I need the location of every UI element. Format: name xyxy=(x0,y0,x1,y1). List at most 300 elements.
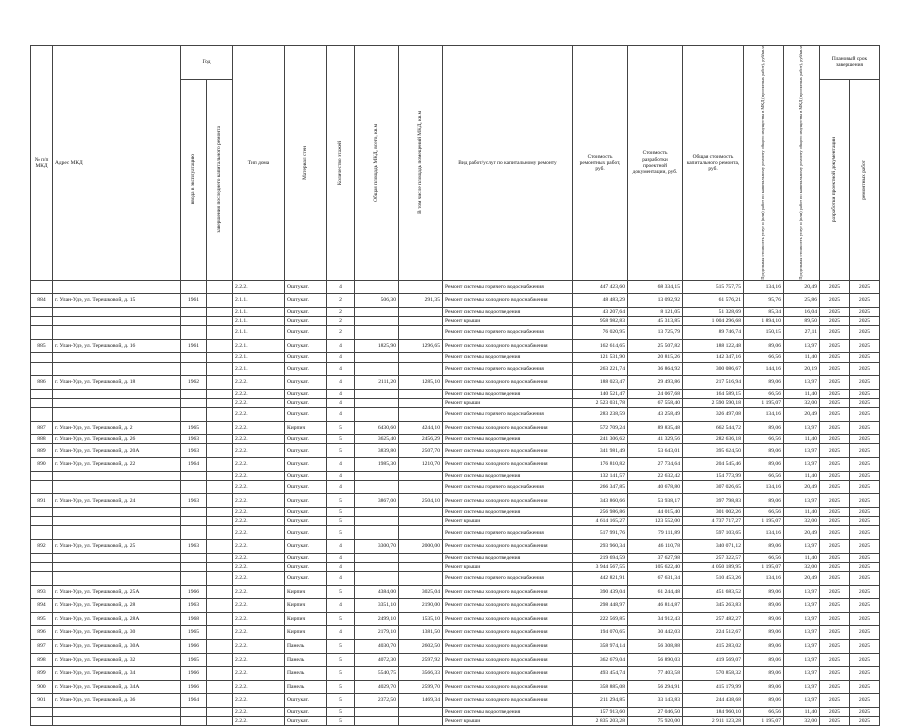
row-year-reconstruction xyxy=(207,398,233,407)
row-year-commission: 1961 xyxy=(181,294,207,308)
row-residential-area: 2602,50 xyxy=(399,639,443,653)
row-cost-design: 37 627,98 xyxy=(628,553,683,562)
row-cost-total: 4 737 717,27 xyxy=(683,517,744,526)
row-work-type: Ремонт системы водоотведения xyxy=(443,508,573,517)
row-year-reconstruction xyxy=(207,680,233,694)
row-number xyxy=(31,316,53,325)
row-house-type: 2.2.2. xyxy=(233,717,285,726)
row-year-reconstruction xyxy=(207,667,233,681)
row-cost-repair: 447 423,60 xyxy=(573,280,628,294)
row-number xyxy=(31,280,53,294)
row-number: 884 xyxy=(31,294,53,308)
row-cost-design: 56 890,03 xyxy=(628,653,683,667)
row-total-area xyxy=(355,707,399,716)
row-unit-cost-max: 85,34 xyxy=(744,307,784,316)
row-wall-material: Оштукат. xyxy=(285,707,327,716)
row-house-type: 2.1.1. xyxy=(233,294,285,308)
row-year-reconstruction xyxy=(207,280,233,294)
row-cost-design: 13 092,92 xyxy=(628,294,683,308)
row-total-area: 5540,75 xyxy=(355,667,399,681)
row-number xyxy=(31,571,53,585)
row-cost-design: 34 912,43 xyxy=(628,612,683,626)
row-unit-cost-max: 1 195,07 xyxy=(744,398,784,407)
row-wall-material: Оштукат. xyxy=(285,280,327,294)
row-unit-cost-max: 1 195,07 xyxy=(744,517,784,526)
row-year-reconstruction xyxy=(207,599,233,613)
row-unit-cost-max: 66,56 xyxy=(744,553,784,562)
row-cost-design: 45 313,85 xyxy=(628,316,683,325)
row-deadline-design: 2025 xyxy=(820,353,850,362)
row-work-type: Ремонт системы горячего водоснабжения xyxy=(443,571,573,585)
table-row xyxy=(31,444,880,458)
row-wall-material: Кирпич xyxy=(285,599,327,613)
row-wall-material: Оштукат. xyxy=(285,353,327,362)
row-cost-design: 44 015,40 xyxy=(628,508,683,517)
row-deadline-design: 2025 xyxy=(820,389,850,398)
table-row xyxy=(31,398,880,407)
row-residential-area xyxy=(399,326,443,340)
row-work-type: Ремонт системы холодного водоснабжения xyxy=(443,639,573,653)
row-number: 901 xyxy=(31,694,53,708)
row-unit-cost-limit: 13,97 xyxy=(784,639,820,653)
row-year-commission xyxy=(181,408,207,422)
row-number: 888 xyxy=(31,435,53,444)
table-row xyxy=(31,362,880,376)
row-residential-area xyxy=(399,562,443,571)
row-house-type: 2.2.2. xyxy=(233,280,285,294)
table-row xyxy=(31,435,880,444)
row-total-area xyxy=(355,307,399,316)
row-house-type: 2.2.2. xyxy=(233,612,285,626)
row-number xyxy=(31,707,53,716)
table-row xyxy=(31,471,880,480)
row-cost-design: 43 258,49 xyxy=(628,408,683,422)
row-floors: 5 xyxy=(327,680,355,694)
row-work-type: Ремонт системы водоотведения xyxy=(443,353,573,362)
row-work-type: Ремонт системы холодного водоснабжения xyxy=(443,694,573,708)
row-year-reconstruction xyxy=(207,471,233,480)
row-floors: 2 xyxy=(327,307,355,316)
row-residential-area: 1285,10 xyxy=(399,376,443,390)
row-cost-repair: 219 694,59 xyxy=(573,553,628,562)
row-deadline-works: 2025 xyxy=(850,585,880,599)
row-deadline-works: 2025 xyxy=(850,362,880,376)
row-year-reconstruction xyxy=(207,526,233,540)
row-work-type: Ремонт крыши xyxy=(443,316,573,325)
row-residential-area xyxy=(399,717,443,726)
header-num: № п/п МКД xyxy=(31,46,53,281)
row-floors: 5 xyxy=(327,653,355,667)
row-deadline-design: 2025 xyxy=(820,553,850,562)
row-floors: 4 xyxy=(327,353,355,362)
row-work-type: Ремонт системы водоотведения xyxy=(443,307,573,316)
row-cost-design: 22 632,42 xyxy=(628,471,683,480)
row-residential-area xyxy=(399,353,443,362)
row-floors: 5 xyxy=(327,612,355,626)
row-wall-material: Оштукат. xyxy=(285,526,327,540)
row-year-commission: 1965 xyxy=(181,421,207,435)
row-address xyxy=(53,353,181,362)
row-house-type: 2.2.2. xyxy=(233,480,285,494)
row-floors: 4 xyxy=(327,280,355,294)
header-year-commission xyxy=(181,79,207,280)
header-deadline-group: Плановый срок завершения xyxy=(820,46,880,80)
row-year-reconstruction xyxy=(207,444,233,458)
row-residential-area xyxy=(399,398,443,407)
row-cost-design: 46 814,87 xyxy=(628,599,683,613)
row-address xyxy=(53,526,181,540)
row-work-type: Ремонт системы холодного водоснабжения xyxy=(443,294,573,308)
row-unit-cost-max: 66,56 xyxy=(744,389,784,398)
row-unit-cost-max: 66,56 xyxy=(744,508,784,517)
table-row xyxy=(31,339,880,353)
row-address xyxy=(53,553,181,562)
row-deadline-design: 2025 xyxy=(820,421,850,435)
row-work-type: Ремонт системы водоотведения xyxy=(443,707,573,716)
row-work-type: Ремонт системы холодного водоснабжения xyxy=(443,376,573,390)
row-cost-repair: 293 960,34 xyxy=(573,540,628,554)
row-unit-cost-max: 89,06 xyxy=(744,494,784,508)
row-year-commission: 1963 xyxy=(181,540,207,554)
row-deadline-works: 2025 xyxy=(850,517,880,526)
row-number xyxy=(31,389,53,398)
row-cost-total: 397 798,83 xyxy=(683,494,744,508)
header-year-reconstruction-label: завершения последнего капитального ремонта xyxy=(215,126,222,233)
row-deadline-design: 2025 xyxy=(820,680,850,694)
row-work-type: Ремонт системы холодного водоснабжения xyxy=(443,599,573,613)
row-unit-cost-limit: 11,40 xyxy=(784,353,820,362)
row-deadline-works: 2025 xyxy=(850,435,880,444)
row-total-area: 1985,30 xyxy=(355,458,399,472)
row-cost-total: 570 858,32 xyxy=(683,667,744,681)
row-address xyxy=(53,326,181,340)
row-residential-area: 1210,70 xyxy=(399,458,443,472)
row-deadline-design: 2025 xyxy=(820,562,850,571)
row-cost-design: 40 678,80 xyxy=(628,480,683,494)
row-wall-material: Оштукат. xyxy=(285,326,327,340)
row-cost-design: 75 920,00 xyxy=(628,717,683,726)
row-work-type: Ремонт системы холодного водоснабжения xyxy=(443,653,573,667)
row-house-type: 2.2.2. xyxy=(233,526,285,540)
table-row xyxy=(31,517,880,526)
row-address xyxy=(53,707,181,716)
row-floors: 5 xyxy=(327,421,355,435)
row-cost-repair: 572 709,24 xyxy=(573,421,628,435)
row-unit-cost-max: 150,15 xyxy=(744,326,784,340)
row-number: 887 xyxy=(31,421,53,435)
row-address xyxy=(53,717,181,726)
row-total-area xyxy=(355,471,399,480)
row-deadline-works: 2025 xyxy=(850,480,880,494)
row-number xyxy=(31,408,53,422)
row-residential-area xyxy=(399,280,443,294)
row-wall-material: Кирпич xyxy=(285,626,327,640)
row-floors: 5 xyxy=(327,508,355,517)
row-address xyxy=(53,389,181,398)
row-cost-repair: 362 679,04 xyxy=(573,653,628,667)
row-residential-area: 2190,00 xyxy=(399,599,443,613)
row-address: г. Улан-Удэ, ул. Терешковой, д. 28А xyxy=(53,612,181,626)
row-deadline-works: 2025 xyxy=(850,408,880,422)
row-house-type: 2.2.2. xyxy=(233,471,285,480)
row-residential-area: 1469,34 xyxy=(399,694,443,708)
row-deadline-works: 2025 xyxy=(850,612,880,626)
row-deadline-design: 2025 xyxy=(820,398,850,407)
row-unit-cost-max: 89,06 xyxy=(744,421,784,435)
row-address: г. Улан-Удэ, ул. Терешковой, д. 26 xyxy=(53,435,181,444)
table-row xyxy=(31,653,880,667)
header-wall-material xyxy=(285,46,327,281)
row-cost-repair: 958 982,83 xyxy=(573,316,628,325)
row-number xyxy=(31,353,53,362)
row-unit-cost-limit: 89,50 xyxy=(784,316,820,325)
row-unit-cost-max: 89,06 xyxy=(744,444,784,458)
row-work-type: Ремонт системы холодного водоснабжения xyxy=(443,540,573,554)
row-cost-design: 36 864,92 xyxy=(628,362,683,376)
row-number xyxy=(31,562,53,571)
row-floors: 2 xyxy=(327,316,355,325)
header-unit-cost-limit xyxy=(784,46,820,281)
row-address xyxy=(53,571,181,585)
row-deadline-design: 2025 xyxy=(820,326,850,340)
row-cost-total: 282 636,18 xyxy=(683,435,744,444)
header-deadline-works xyxy=(850,79,880,280)
row-unit-cost-max: 89,06 xyxy=(744,339,784,353)
row-year-commission: 1965 xyxy=(181,653,207,667)
row-unit-cost-limit: 13,97 xyxy=(784,458,820,472)
row-wall-material: Оштукат. xyxy=(285,471,327,480)
table-row xyxy=(31,294,880,308)
row-floors: 4 xyxy=(327,458,355,472)
row-work-type: Ремонт системы горячего водоснабжения xyxy=(443,280,573,294)
row-unit-cost-limit: 11,40 xyxy=(784,553,820,562)
row-cost-total: 257 482,27 xyxy=(683,612,744,626)
row-wall-material: Оштукат. xyxy=(285,389,327,398)
row-floors: 4 xyxy=(327,362,355,376)
row-cost-repair: 283 238,59 xyxy=(573,408,628,422)
row-year-commission xyxy=(181,353,207,362)
row-work-type: Ремонт системы водоотведения xyxy=(443,389,573,398)
row-number: 899 xyxy=(31,667,53,681)
row-deadline-works: 2025 xyxy=(850,707,880,716)
row-cost-repair: 2 523 031,78 xyxy=(573,398,628,407)
row-deadline-design: 2025 xyxy=(820,639,850,653)
row-year-commission xyxy=(181,398,207,407)
row-cost-repair: 194 070,65 xyxy=(573,626,628,640)
row-deadline-works: 2025 xyxy=(850,280,880,294)
row-year-commission xyxy=(181,362,207,376)
row-cost-total: 188 122,48 xyxy=(683,339,744,353)
row-deadline-works: 2025 xyxy=(850,626,880,640)
row-cost-total: 662 544,72 xyxy=(683,421,744,435)
row-floors: 4 xyxy=(327,480,355,494)
row-house-type: 2.2.2. xyxy=(233,494,285,508)
row-deadline-design: 2025 xyxy=(820,571,850,585)
row-year-commission xyxy=(181,389,207,398)
row-total-area xyxy=(355,316,399,325)
row-address: г. Улан-Удэ, ул. Терешковой, д. 20А xyxy=(53,444,181,458)
row-cost-repair: 4 614 165,27 xyxy=(573,517,628,526)
row-year-reconstruction xyxy=(207,585,233,599)
row-total-area xyxy=(355,517,399,526)
row-address xyxy=(53,480,181,494)
table-header xyxy=(31,46,880,281)
row-deadline-design: 2025 xyxy=(820,694,850,708)
header-year-commission-label: ввода в эксплуатацию xyxy=(189,154,196,205)
table-row xyxy=(31,680,880,694)
row-total-area xyxy=(355,717,399,726)
row-house-type: 2.2.2. xyxy=(233,667,285,681)
row-deadline-works: 2025 xyxy=(850,639,880,653)
row-floors: 4 xyxy=(327,599,355,613)
row-floors: 4 xyxy=(327,571,355,585)
row-cost-design: 46 110,78 xyxy=(628,540,683,554)
row-unit-cost-max: 89,06 xyxy=(744,612,784,626)
header-work-type: Вид работ/услуг по капитальному ремонту xyxy=(443,46,573,281)
table-row xyxy=(31,353,880,362)
row-unit-cost-limit: 27,11 xyxy=(784,326,820,340)
row-cost-total: 419 569,07 xyxy=(683,653,744,667)
row-unit-cost-max: 95,76 xyxy=(744,294,784,308)
row-residential-area: 4244,10 xyxy=(399,421,443,435)
row-cost-total: 257 322,57 xyxy=(683,553,744,562)
header-house-type: Тип дома xyxy=(233,46,285,281)
row-floors: 4 xyxy=(327,389,355,398)
row-year-commission: 1966 xyxy=(181,585,207,599)
row-wall-material: Оштукат. xyxy=(285,562,327,571)
row-unit-cost-max: 134,16 xyxy=(744,526,784,540)
row-cost-total: 204 545,46 xyxy=(683,458,744,472)
row-deadline-design: 2025 xyxy=(820,480,850,494)
row-wall-material: Панель xyxy=(285,639,327,653)
row-year-reconstruction xyxy=(207,653,233,667)
row-unit-cost-limit: 13,97 xyxy=(784,540,820,554)
row-house-type: 2.2.2. xyxy=(233,639,285,653)
row-unit-cost-limit: 11,40 xyxy=(784,389,820,398)
row-number: 893 xyxy=(31,585,53,599)
row-unit-cost-limit: 20,49 xyxy=(784,280,820,294)
row-house-type: 2.2.2. xyxy=(233,599,285,613)
row-cost-repair: 256 986,86 xyxy=(573,508,628,517)
row-address: г. Улан-Удэ, ул. Терешковой, д. 36 xyxy=(53,694,181,708)
row-year-reconstruction xyxy=(207,707,233,716)
row-total-area xyxy=(355,408,399,422)
row-wall-material: Кирпич xyxy=(285,585,327,599)
row-work-type: Ремонт системы горячего водоснабжения xyxy=(443,526,573,540)
row-cost-design: 8 121,05 xyxy=(628,307,683,316)
row-deadline-design: 2025 xyxy=(820,626,850,640)
header-address: Адрес МКД xyxy=(53,46,181,281)
row-total-area: 4384,00 xyxy=(355,585,399,599)
header-cost-repair: Стоимость ремонтных работ, руб. xyxy=(573,46,628,281)
row-work-type: Ремонт системы горячего водоснабжения xyxy=(443,408,573,422)
row-cost-repair: 390 439,04 xyxy=(573,585,628,599)
row-cost-repair: 76 020,95 xyxy=(573,326,628,340)
row-work-type: Ремонт системы холодного водоснабжения xyxy=(443,667,573,681)
table-row xyxy=(31,694,880,708)
row-cost-total: 326 497,08 xyxy=(683,408,744,422)
row-address xyxy=(53,280,181,294)
row-house-type: 2.2.2. xyxy=(233,553,285,562)
row-cost-design: 41 329,56 xyxy=(628,435,683,444)
row-residential-area xyxy=(399,526,443,540)
row-wall-material: Оштукат. xyxy=(285,553,327,562)
table-body xyxy=(31,280,880,726)
row-address: г. Улан-Удэ, ул. Терешковой, д. 30А xyxy=(53,639,181,653)
row-floors: 5 xyxy=(327,526,355,540)
row-cost-total: 340 071,12 xyxy=(683,540,744,554)
row-year-commission xyxy=(181,517,207,526)
row-deadline-design: 2025 xyxy=(820,667,850,681)
row-year-commission xyxy=(181,471,207,480)
row-address: г. Улан-Удэ, ул. Терешковой, д. 15 xyxy=(53,294,181,308)
row-wall-material: Оштукат. xyxy=(285,316,327,325)
row-address: г. Улан-Удэ, ул. Терешковой, д. 25А xyxy=(53,585,181,599)
row-deadline-design: 2025 xyxy=(820,599,850,613)
row-cost-design: 20 815,26 xyxy=(628,353,683,362)
row-total-area: 6430,60 xyxy=(355,421,399,435)
row-wall-material: Оштукат. xyxy=(285,362,327,376)
row-cost-design: 53 643,01 xyxy=(628,444,683,458)
row-house-type: 2.2.1. xyxy=(233,362,285,376)
row-deadline-design: 2025 xyxy=(820,653,850,667)
row-unit-cost-limit: 25,86 xyxy=(784,294,820,308)
row-year-commission: 1963 xyxy=(181,599,207,613)
row-residential-area: 2599,70 xyxy=(399,680,443,694)
row-wall-material: Оштукат. xyxy=(285,508,327,517)
row-year-commission xyxy=(181,553,207,562)
row-year-commission xyxy=(181,571,207,585)
header-unit-cost-limit-label: Предельная стоимость услуг и (или) работ по капитальному ремонту общего имущества в МКД (проектных работ), руб/кв.м xyxy=(798,46,804,280)
row-cost-total: 510 453,26 xyxy=(683,571,744,585)
row-deadline-design: 2025 xyxy=(820,444,850,458)
row-deadline-design: 2025 xyxy=(820,294,850,308)
row-year-reconstruction xyxy=(207,540,233,554)
row-unit-cost-limit: 13,97 xyxy=(784,612,820,626)
row-wall-material: Оштукат. xyxy=(285,444,327,458)
row-cost-design: 56 294,91 xyxy=(628,680,683,694)
row-number xyxy=(31,553,53,562)
row-residential-area xyxy=(399,408,443,422)
header-total-area xyxy=(355,46,399,281)
row-total-area: 3839,80 xyxy=(355,444,399,458)
row-cost-total: 89 746,74 xyxy=(683,326,744,340)
row-unit-cost-max: 89,06 xyxy=(744,540,784,554)
row-number: 896 xyxy=(31,626,53,640)
row-deadline-works: 2025 xyxy=(850,494,880,508)
row-unit-cost-limit: 11,40 xyxy=(784,707,820,716)
row-cost-design: 29 493,86 xyxy=(628,376,683,390)
row-year-commission xyxy=(181,508,207,517)
row-house-type: 2.2.2. xyxy=(233,571,285,585)
row-deadline-design: 2025 xyxy=(820,435,850,444)
table-row xyxy=(31,408,880,422)
row-address xyxy=(53,562,181,571)
table-row xyxy=(31,626,880,640)
table-row xyxy=(31,494,880,508)
row-year-commission xyxy=(181,562,207,571)
row-cost-repair: 241 306,62 xyxy=(573,435,628,444)
row-year-commission: 1964 xyxy=(181,694,207,708)
row-address: г. Улан-Удэ, ул. Терешковой, д. 28 xyxy=(53,599,181,613)
row-cost-design: 27 046,50 xyxy=(628,707,683,716)
row-year-reconstruction xyxy=(207,326,233,340)
row-cost-repair: 222 569,85 xyxy=(573,612,628,626)
row-total-area xyxy=(355,508,399,517)
row-residential-area xyxy=(399,389,443,398)
row-cost-total: 301 002,26 xyxy=(683,508,744,517)
row-address xyxy=(53,398,181,407)
